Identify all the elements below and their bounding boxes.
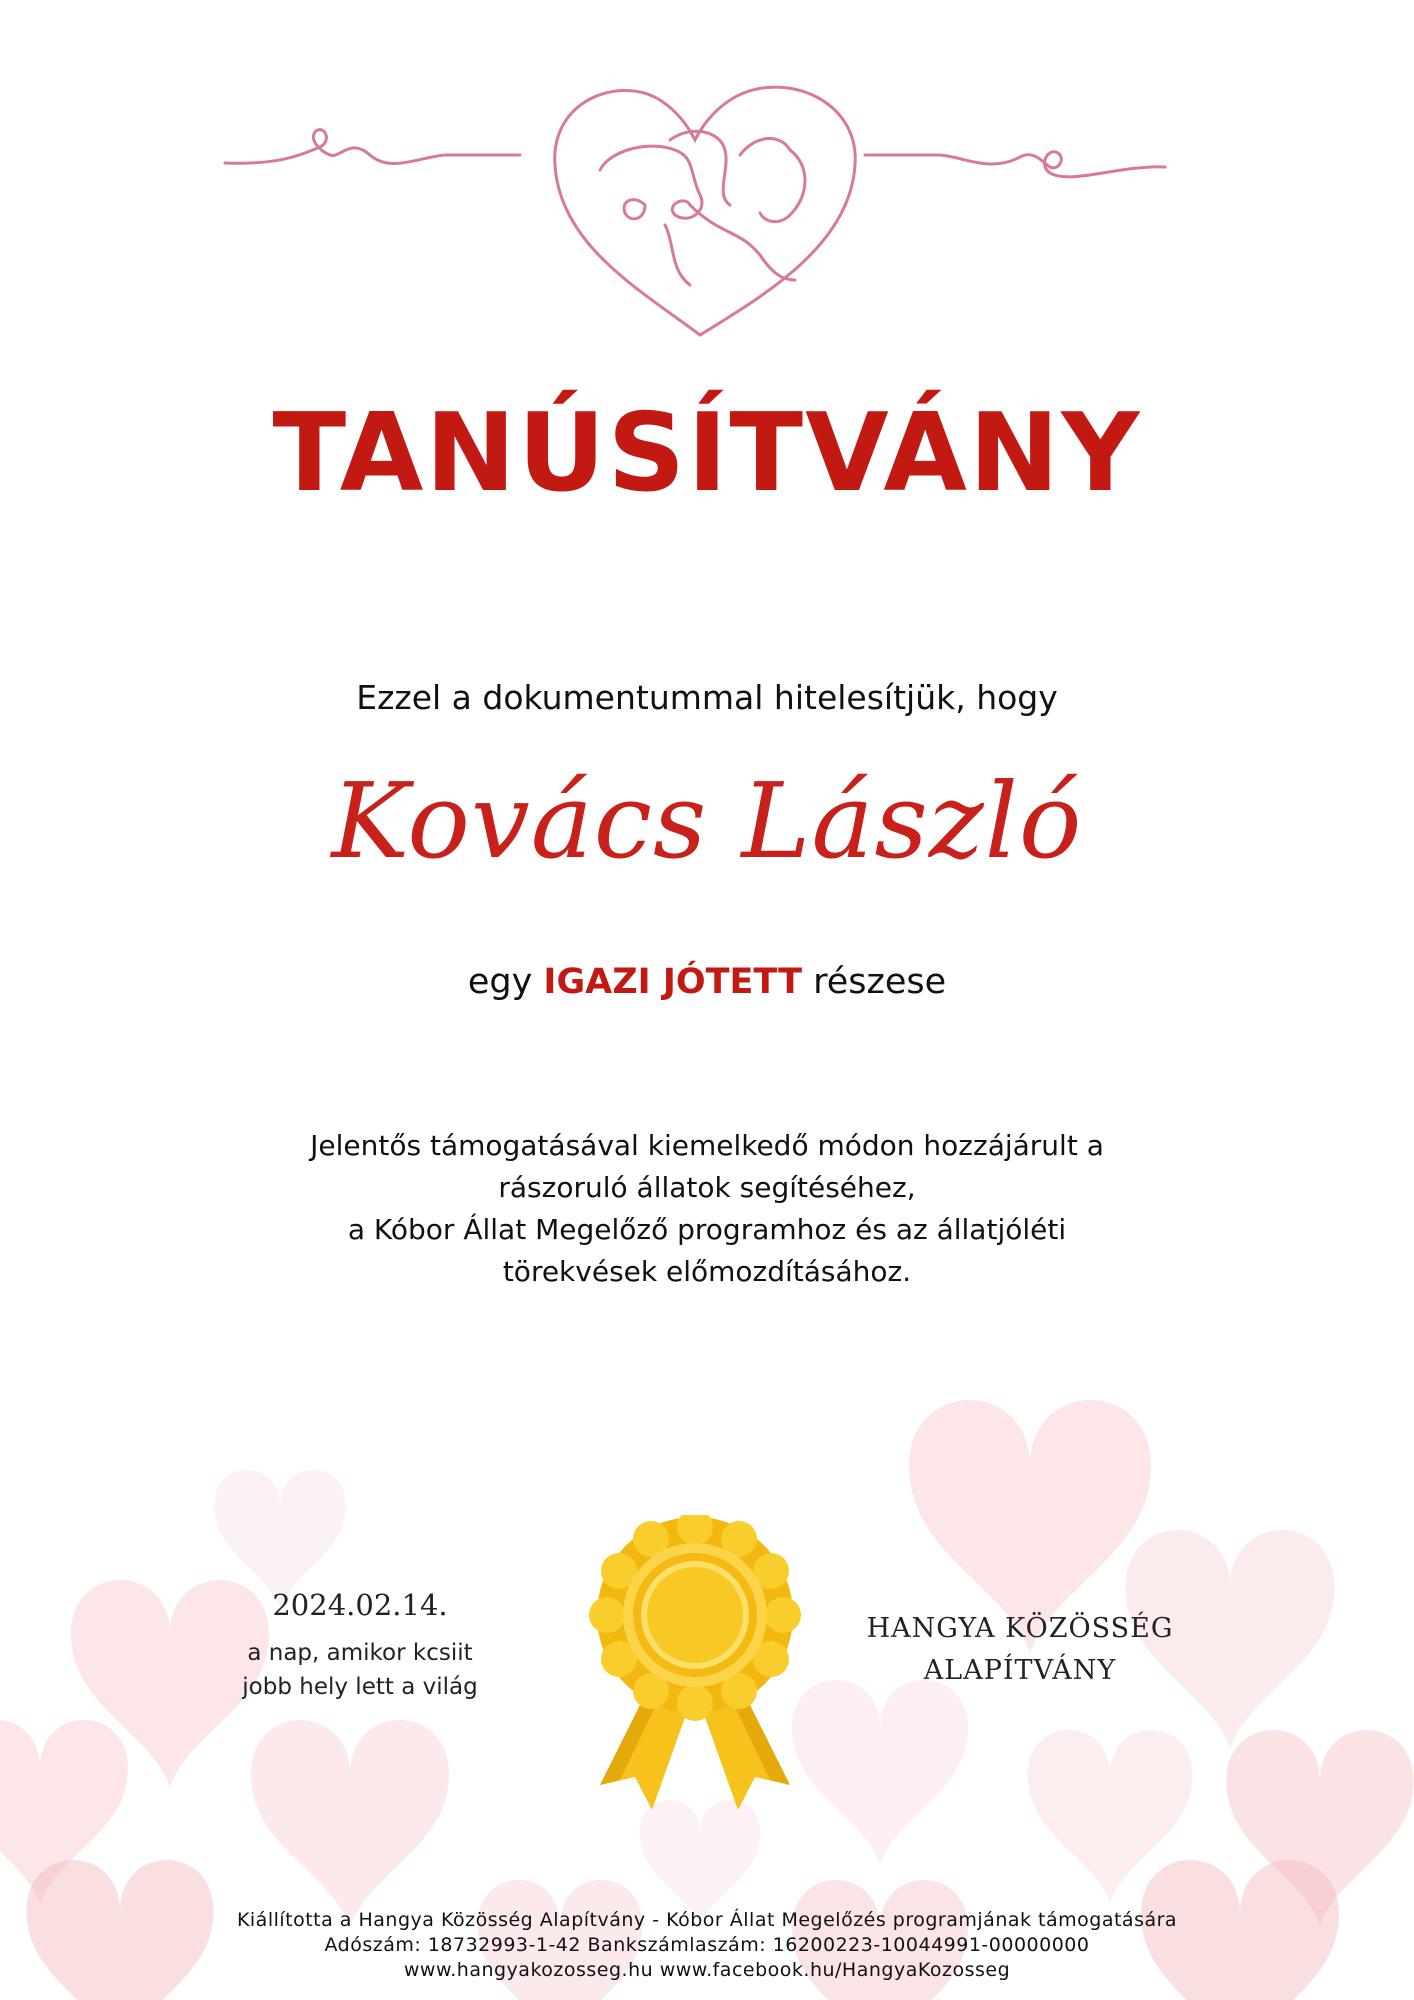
body-line: Jelentős támogatásával kiemelkedő módon hozzájárult a: [310, 1129, 1104, 1162]
organization-line: HANGYA KÖZÖSSÉG: [866, 1613, 1174, 1644]
certificate-title: TANÚSÍTVÁNY: [272, 391, 1142, 516]
issue-date: 2024.02.14.: [272, 1588, 448, 1622]
heart-dog-cat-line-icon: [220, 55, 1170, 355]
deed-highlight: IGAZI JÓTETT: [543, 962, 802, 1002]
footer-issuer: Kiállította a Hangya Közösség Alapítvány - Kóbor Állat Megelőzés programjának támogatására: [236, 1909, 1178, 1931]
body-line: a Kóbor Állat Megelőző programhoz és az állatjóléti: [347, 1213, 1067, 1246]
organization-name: [830, 1608, 1210, 1692]
deed-prefix: egy: [467, 962, 533, 1002]
deed-line: [0, 962, 1414, 1002]
body-text: [0, 1125, 1414, 1293]
footer: [0, 1908, 1414, 1983]
body-line: rászoruló állatok segítéséhez,: [498, 1171, 916, 1204]
footer-links: www.hangyakozosseg.hu www.facebook.hu/HangyaKozosseg: [403, 1959, 1011, 1981]
date-caption-line: jobb hely lett a világ: [242, 1674, 478, 1700]
organization-line: ALAPÍTVÁNY: [923, 1655, 1117, 1686]
gold-rosette-icon: [580, 1515, 810, 1815]
footer-account-info: Adószám: 18732993-1-42 Bankszámlaszám: 16200223-10044991-00000000: [324, 1934, 1090, 1956]
intro-text: Ezzel a dokumentummal hitelesítjük, hogy: [356, 678, 1058, 717]
date-caption: [190, 1636, 530, 1704]
recipient-name: Kovács László: [331, 760, 1083, 882]
date-block: [190, 1588, 530, 1704]
deed-suffix: részese: [813, 962, 947, 1002]
body-line: törekvések előmozdításához.: [502, 1255, 912, 1288]
date-caption-line: a nap, amikor kcsiit: [247, 1640, 473, 1666]
